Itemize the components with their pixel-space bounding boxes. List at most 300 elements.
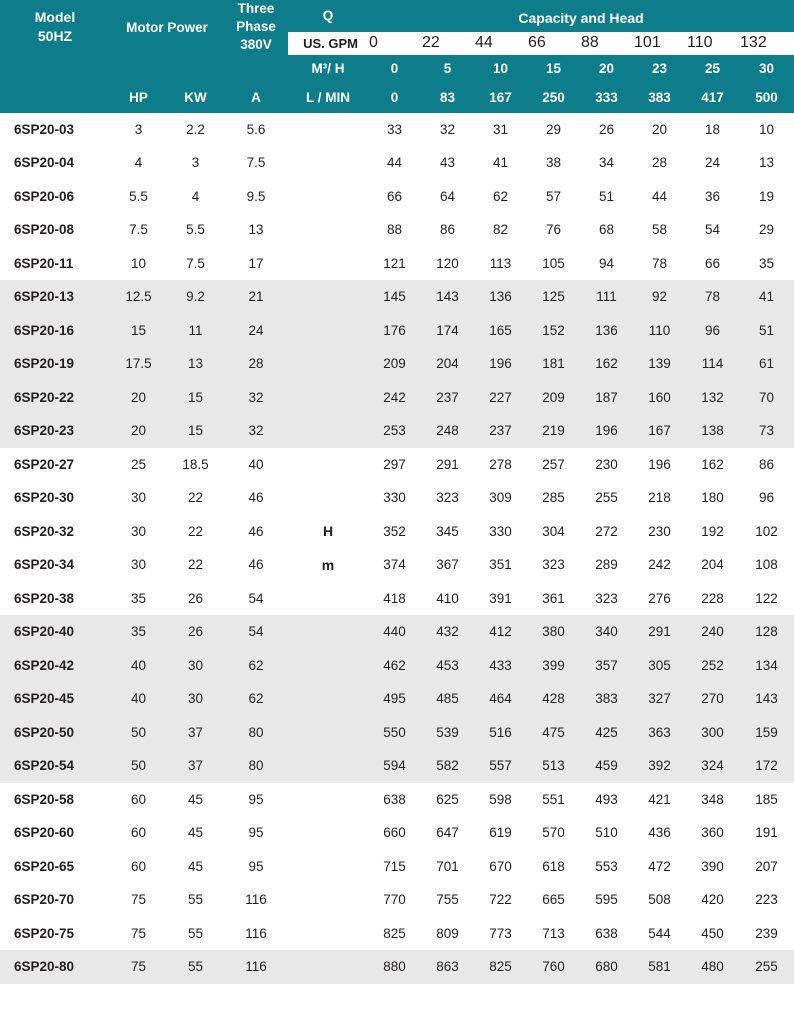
cell-head-0: 88 [368,213,421,247]
cell-head-7: 172 [739,749,794,783]
cell-head-5: 291 [633,615,686,649]
cell-hp: 40 [110,682,167,716]
header-flow-m3h-5: 23 [633,55,686,83]
cell-head-2: 670 [474,850,527,884]
cell-head-7: 41 [739,280,794,314]
header-flow-usgpm-0: 0 [369,34,378,52]
cell-head-3: 513 [527,749,580,783]
table-row [0,950,794,984]
cell-head-5: 581 [633,950,686,984]
cell-head-4: 255 [580,481,633,515]
cell-model: 6SP20-23 [0,414,110,448]
cell-kw: 15 [167,414,224,448]
cell-kw: 7.5 [167,247,224,281]
cell-head-1: 701 [421,850,474,884]
cell-head-3: 209 [527,381,580,415]
cell-head-5: 44 [633,180,686,214]
header-flow-lmin-4: 333 [580,83,633,113]
cell-head-7: 70 [739,381,794,415]
cell-kw: 9.2 [167,280,224,314]
cell-model: 6SP20-38 [0,582,110,616]
cell-model: 6SP20-58 [0,783,110,817]
header-model-line2: 50HZ [37,28,73,45]
cell-kw: 26 [167,582,224,616]
cell-head-2: 464 [474,682,527,716]
cell-hp: 30 [110,548,167,582]
cell-head-5: 58 [633,213,686,247]
cell-kw: 37 [167,716,224,750]
cell-amp: 5.6 [224,113,288,147]
cell-model: 6SP20-27 [0,448,110,482]
table-row [0,481,794,515]
cell-head-6: 180 [686,481,739,515]
cell-hp: 3 [110,113,167,147]
cell-model: 6SP20-06 [0,180,110,214]
cell-head-2: 598 [474,783,527,817]
header-spacer-model-3 [0,83,110,113]
cell-amp: 46 [224,548,288,582]
cell-head-1: 432 [421,615,474,649]
cell-head-unit-marker [288,213,368,247]
cell-head-0: 176 [368,314,421,348]
table-row [0,548,794,582]
cell-head-1: 863 [421,950,474,984]
table-row [0,850,794,884]
cell-head-4: 51 [580,180,633,214]
cell-head-0: 33 [368,113,421,147]
cell-head-unit-marker [288,749,368,783]
cell-head-3: 304 [527,515,580,549]
cell-head-6: 96 [686,314,739,348]
cell-hp: 20 [110,414,167,448]
cell-hp: 50 [110,716,167,750]
cell-head-1: 410 [421,582,474,616]
cell-hp: 60 [110,850,167,884]
cell-head-unit-marker [288,582,368,616]
cell-head-0: 253 [368,414,421,448]
cell-head-4: 187 [580,381,633,415]
cell-head-5: 421 [633,783,686,817]
table-row [0,113,794,147]
cell-amp: 80 [224,716,288,750]
cell-head-4: 595 [580,883,633,917]
cell-head-4: 230 [580,448,633,482]
cell-amp: 95 [224,783,288,817]
cell-hp: 30 [110,515,167,549]
header-unit-lmin: L / MIN [288,83,368,113]
cell-head-6: 252 [686,649,739,683]
cell-head-4: 680 [580,950,633,984]
header-flow-lmin-7: 500 [739,83,794,113]
cell-amp: 95 [224,816,288,850]
cell-head-1: 32 [421,113,474,147]
cell-head-1: 291 [421,448,474,482]
cell-head-unit-marker [288,883,368,917]
cell-model: 6SP20-65 [0,850,110,884]
cell-head-unit-marker [288,247,368,281]
cell-amp: 40 [224,448,288,482]
cell-kw: 55 [167,950,224,984]
cell-head-1: 345 [421,515,474,549]
cell-amp: 116 [224,917,288,951]
cell-head-unit-marker [288,414,368,448]
cell-head-6: 480 [686,950,739,984]
cell-kw: 45 [167,850,224,884]
table-row [0,247,794,281]
cell-kw: 30 [167,649,224,683]
cell-model: 6SP20-13 [0,280,110,314]
cell-head-0: 495 [368,682,421,716]
cell-kw: 22 [167,548,224,582]
cell-hp: 5.5 [110,180,167,214]
cell-hp: 30 [110,481,167,515]
cell-head-0: 462 [368,649,421,683]
cell-head-unit-marker [288,649,368,683]
cell-head-3: 475 [527,716,580,750]
cell-amp: 13 [224,213,288,247]
cell-head-7: 159 [739,716,794,750]
table-row [0,515,794,549]
cell-head-5: 110 [633,314,686,348]
header-flow-m3h-0: 0 [368,55,421,83]
cell-head-2: 196 [474,347,527,381]
cell-head-unit-marker [288,448,368,482]
cell-kw: 18.5 [167,448,224,482]
cell-head-4: 162 [580,347,633,381]
cell-head-0: 121 [368,247,421,281]
header-flow-lmin-0: 0 [368,83,421,113]
cell-head-4: 323 [580,582,633,616]
cell-head-unit-marker [288,850,368,884]
cell-head-1: 647 [421,816,474,850]
cell-head-1: 755 [421,883,474,917]
cell-head-0: 440 [368,615,421,649]
cell-head-5: 436 [633,816,686,850]
cell-head-4: 136 [580,314,633,348]
cell-kw: 45 [167,816,224,850]
cell-model: 6SP20-32 [0,515,110,549]
cell-hp: 35 [110,615,167,649]
cell-head-2: 82 [474,213,527,247]
cell-amp: 21 [224,280,288,314]
cell-kw: 37 [167,749,224,783]
header-spacer-kw-2 [167,55,224,83]
cell-head-6: 66 [686,247,739,281]
cell-head-unit-marker [288,783,368,817]
cell-amp: 54 [224,582,288,616]
cell-kw: 11 [167,314,224,348]
cell-head-1: 485 [421,682,474,716]
cell-head-5: 230 [633,515,686,549]
cell-model: 6SP20-50 [0,716,110,750]
cell-head-6: 36 [686,180,739,214]
table-header [0,0,794,113]
cell-model: 6SP20-60 [0,816,110,850]
cell-head-4: 111 [580,280,633,314]
cell-head-2: 619 [474,816,527,850]
cell-head-1: 43 [421,146,474,180]
table-row [0,615,794,649]
cell-head-1: 64 [421,180,474,214]
cell-amp: 46 [224,515,288,549]
cell-head-3: 219 [527,414,580,448]
cell-head-7: 19 [739,180,794,214]
cell-amp: 95 [224,850,288,884]
cell-head-3: 551 [527,783,580,817]
cell-head-1: 582 [421,749,474,783]
cell-amp: 7.5 [224,146,288,180]
cell-head-2: 62 [474,180,527,214]
cell-kw: 55 [167,917,224,951]
cell-head-4: 34 [580,146,633,180]
cell-head-3: 618 [527,850,580,884]
cell-head-3: 361 [527,582,580,616]
cell-head-2: 722 [474,883,527,917]
header-flow-m3h-7: 30 [739,55,794,83]
cell-head-7: 191 [739,816,794,850]
cell-head-3: 380 [527,615,580,649]
cell-head-3: 38 [527,146,580,180]
cell-amp: 54 [224,615,288,649]
cell-head-1: 367 [421,548,474,582]
cell-head-7: 61 [739,347,794,381]
cell-head-7: 255 [739,950,794,984]
table-row [0,917,794,951]
cell-model: 6SP20-75 [0,917,110,951]
cell-head-0: 660 [368,816,421,850]
cell-head-4: 272 [580,515,633,549]
header-flow-usgpm-5: 101 [634,34,661,52]
cell-head-4: 459 [580,749,633,783]
cell-kw: 2.2 [167,113,224,147]
cell-head-unit-marker [288,615,368,649]
cell-head-7: 122 [739,582,794,616]
cell-amp: 9.5 [224,180,288,214]
header-unit-m3h: M³/ H [288,55,368,83]
cell-head-7: 13 [739,146,794,180]
cell-head-7: 207 [739,850,794,884]
cell-head-0: 418 [368,582,421,616]
cell-head-2: 773 [474,917,527,951]
cell-head-unit-marker [288,280,368,314]
header-flow-usgpm-3: 66 [528,34,546,52]
cell-head-5: 196 [633,448,686,482]
cell-head-5: 544 [633,917,686,951]
table-row [0,146,794,180]
cell-head-6: 450 [686,917,739,951]
header-flow-m3h-6: 25 [686,55,739,83]
cell-head-1: 248 [421,414,474,448]
cell-head-unit-marker [288,180,368,214]
cell-amp: 62 [224,682,288,716]
header-flow-usgpm-4: 88 [581,34,599,52]
cell-kw: 45 [167,783,224,817]
cell-model: 6SP20-42 [0,649,110,683]
cell-model: 6SP20-45 [0,682,110,716]
cell-head-3: 570 [527,816,580,850]
header-capacity-and-head: Capacity and Head [368,0,794,32]
header-flow-usgpm-7: 132 [740,34,767,52]
cell-kw: 22 [167,481,224,515]
cell-head-3: 76 [527,213,580,247]
cell-hp: 75 [110,883,167,917]
cell-kw: 13 [167,347,224,381]
cell-head-2: 309 [474,481,527,515]
cell-head-3: 181 [527,347,580,381]
cell-head-0: 352 [368,515,421,549]
cell-model: 6SP20-40 [0,615,110,649]
cell-head-6: 324 [686,749,739,783]
cell-head-6: 18 [686,113,739,147]
cell-head-2: 31 [474,113,527,147]
cell-model: 6SP20-16 [0,314,110,348]
table-row [0,414,794,448]
cell-head-unit-marker [288,682,368,716]
cell-head-5: 167 [633,414,686,448]
cell-head-4: 510 [580,816,633,850]
cell-head-7: 128 [739,615,794,649]
cell-head-7: 51 [739,314,794,348]
cell-head-6: 420 [686,883,739,917]
cell-head-2: 433 [474,649,527,683]
cell-head-7: 143 [739,682,794,716]
cell-head-5: 20 [633,113,686,147]
cell-head-2: 113 [474,247,527,281]
cell-head-0: 880 [368,950,421,984]
cell-hp: 17.5 [110,347,167,381]
cell-model: 6SP20-11 [0,247,110,281]
cell-hp: 40 [110,649,167,683]
cell-hp: 60 [110,816,167,850]
cell-amp: 116 [224,883,288,917]
cell-head-unit-marker [288,816,368,850]
table-row [0,883,794,917]
cell-head-0: 638 [368,783,421,817]
cell-kw: 3 [167,146,224,180]
cell-head-unit-marker [288,950,368,984]
cell-head-4: 357 [580,649,633,683]
cell-head-3: 29 [527,113,580,147]
cell-head-1: 174 [421,314,474,348]
header-flow-m3h-4: 20 [580,55,633,83]
cell-head-unit-marker [288,716,368,750]
cell-head-unit-marker [288,381,368,415]
cell-head-4: 26 [580,113,633,147]
cell-head-3: 665 [527,883,580,917]
cell-kw: 26 [167,615,224,649]
cell-head-6: 132 [686,381,739,415]
table-row [0,213,794,247]
cell-head-0: 770 [368,883,421,917]
header-flow-lmin-5: 383 [633,83,686,113]
cell-head-3: 399 [527,649,580,683]
header-flow-usgpm-6: 110 [687,34,713,52]
cell-head-5: 276 [633,582,686,616]
header-three-phase-line3: 380V [240,37,272,53]
cell-head-1: 120 [421,247,474,281]
cell-head-6: 360 [686,816,739,850]
cell-head-7: 185 [739,783,794,817]
cell-head-5: 508 [633,883,686,917]
cell-head-0: 44 [368,146,421,180]
cell-head-4: 94 [580,247,633,281]
cell-head-0: 66 [368,180,421,214]
cell-head-2: 351 [474,548,527,582]
cell-head-unit-marker: m [288,548,368,582]
cell-head-2: 165 [474,314,527,348]
cell-head-1: 204 [421,347,474,381]
cell-head-5: 363 [633,716,686,750]
header-flow-usgpm-2: 44 [475,34,493,52]
cell-head-0: 825 [368,917,421,951]
cell-amp: 46 [224,481,288,515]
cell-head-1: 809 [421,917,474,951]
header-flow-usgpm-1: 22 [422,34,440,52]
header-model [0,0,110,55]
cell-head-7: 35 [739,247,794,281]
cell-head-6: 270 [686,682,739,716]
cell-head-5: 218 [633,481,686,515]
cell-head-2: 136 [474,280,527,314]
header-unit-row-3 [0,83,794,113]
table-row [0,816,794,850]
header-three-phase-line2: Phase [236,19,276,35]
cell-head-7: 73 [739,414,794,448]
cell-hp: 10 [110,247,167,281]
cell-amp: 32 [224,414,288,448]
cell-head-0: 330 [368,481,421,515]
cell-head-1: 323 [421,481,474,515]
cell-head-6: 78 [686,280,739,314]
cell-hp: 60 [110,783,167,817]
header-unit-usgpm: US. GPM [303,35,359,51]
header-top-row [0,0,794,32]
cell-head-0: 242 [368,381,421,415]
cell-head-4: 425 [580,716,633,750]
cell-head-5: 327 [633,682,686,716]
cell-head-3: 105 [527,247,580,281]
cell-head-6: 114 [686,347,739,381]
header-flow-lmin-6: 417 [686,83,739,113]
cell-head-4: 493 [580,783,633,817]
cell-head-7: 102 [739,515,794,549]
header-spacer-model-2 [0,55,110,83]
table-row [0,314,794,348]
cell-model: 6SP20-80 [0,950,110,984]
header-sub-amp: A [224,83,288,113]
cell-head-6: 390 [686,850,739,884]
header-spacer-hp-2 [110,55,167,83]
cell-head-6: 162 [686,448,739,482]
header-three-phase-line1: Three [237,1,275,16]
cell-hp: 25 [110,448,167,482]
cell-head-2: 557 [474,749,527,783]
cell-hp: 4 [110,146,167,180]
table-row [0,448,794,482]
cell-model: 6SP20-34 [0,548,110,582]
table-row [0,716,794,750]
cell-model: 6SP20-03 [0,113,110,147]
cell-head-4: 196 [580,414,633,448]
cell-head-unit-marker [288,347,368,381]
cell-hp: 20 [110,381,167,415]
cell-head-6: 204 [686,548,739,582]
cell-model: 6SP20-54 [0,749,110,783]
cell-amp: 80 [224,749,288,783]
table-row [0,582,794,616]
cell-head-2: 391 [474,582,527,616]
cell-hp: 7.5 [110,213,167,247]
